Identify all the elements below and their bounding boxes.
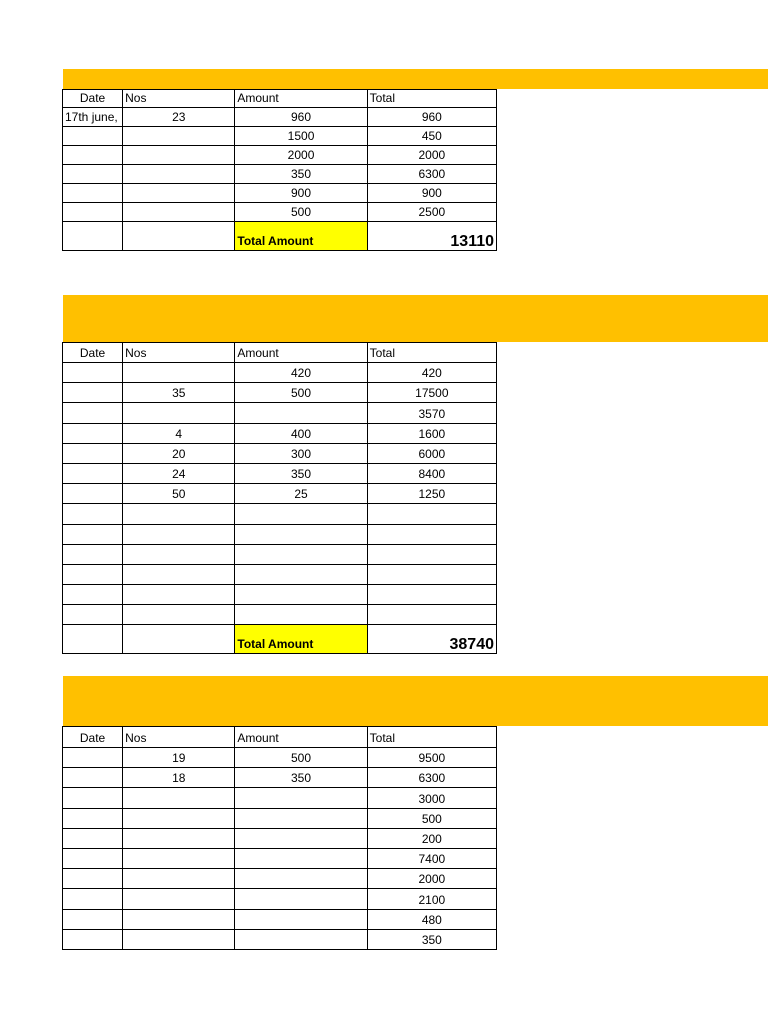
cell-nos[interactable] bbox=[123, 848, 235, 868]
cell-nos[interactable]: 18 bbox=[123, 768, 235, 788]
cell-nos[interactable] bbox=[123, 524, 235, 544]
cell-date[interactable] bbox=[63, 625, 123, 654]
cell-nos[interactable]: 50 bbox=[123, 484, 235, 504]
cell-total[interactable]: 200 bbox=[367, 828, 496, 848]
column-header-amount[interactable]: Amount bbox=[235, 90, 367, 108]
column-header-date[interactable]: Date bbox=[63, 727, 123, 748]
cell-amount[interactable] bbox=[235, 403, 367, 423]
cell-total[interactable]: 1600 bbox=[367, 423, 496, 443]
column-header-total[interactable]: Total bbox=[367, 727, 496, 748]
table-row bbox=[63, 808, 497, 828]
column-header-date[interactable]: Date bbox=[63, 90, 123, 108]
cell-nos[interactable]: 4 bbox=[123, 423, 235, 443]
header-row bbox=[63, 90, 497, 108]
cell-amount[interactable]: 900 bbox=[235, 184, 367, 203]
cell-total[interactable]: 17500 bbox=[367, 383, 496, 403]
table-row bbox=[63, 203, 497, 222]
table-row bbox=[63, 504, 497, 524]
cell-total[interactable]: 2500 bbox=[367, 203, 496, 222]
table-row bbox=[63, 929, 497, 949]
cell-amount[interactable] bbox=[235, 909, 367, 929]
cell-amount[interactable]: 350 bbox=[235, 463, 367, 483]
cell-amount[interactable]: 350 bbox=[235, 165, 367, 184]
expense-table-3 bbox=[62, 726, 497, 950]
cell-total[interactable]: 7400 bbox=[367, 848, 496, 868]
cell-date[interactable] bbox=[63, 203, 123, 222]
table-row bbox=[63, 108, 497, 127]
cell-amount[interactable] bbox=[235, 585, 367, 605]
column-header-total[interactable]: Total bbox=[367, 343, 496, 363]
table-row bbox=[63, 585, 497, 605]
cell-amount[interactable]: 500 bbox=[235, 748, 367, 768]
cell-amount[interactable] bbox=[235, 848, 367, 868]
cell-amount[interactable]: 500 bbox=[235, 203, 367, 222]
total-amount-label[interactable]: Total Amount bbox=[235, 222, 367, 251]
table-row bbox=[63, 768, 497, 788]
cell-date[interactable] bbox=[63, 363, 123, 383]
cell-total[interactable]: 9500 bbox=[367, 748, 496, 768]
cell-amount[interactable]: 960 bbox=[235, 108, 367, 127]
cell-total[interactable] bbox=[367, 564, 496, 584]
cell-amount[interactable]: 2000 bbox=[235, 146, 367, 165]
cell-total[interactable]: 8400 bbox=[367, 463, 496, 483]
column-header-total[interactable]: Total bbox=[367, 90, 496, 108]
cell-total[interactable]: 900 bbox=[367, 184, 496, 203]
cell-date[interactable] bbox=[63, 443, 123, 463]
column-header-nos[interactable]: Nos bbox=[123, 727, 235, 748]
cell-amount[interactable] bbox=[235, 605, 367, 625]
table-row bbox=[63, 383, 497, 403]
table-row bbox=[63, 748, 497, 768]
cell-date[interactable] bbox=[63, 504, 123, 524]
cell-nos[interactable] bbox=[123, 605, 235, 625]
table-row bbox=[63, 605, 497, 625]
cell-date[interactable] bbox=[63, 564, 123, 584]
cell-nos[interactable] bbox=[123, 165, 235, 184]
cell-amount[interactable] bbox=[235, 524, 367, 544]
cell-amount[interactable]: 1500 bbox=[235, 127, 367, 146]
table-row bbox=[63, 788, 497, 808]
table-row bbox=[63, 544, 497, 564]
cell-nos[interactable] bbox=[123, 869, 235, 889]
column-header-amount[interactable]: Amount bbox=[235, 727, 367, 748]
total-row bbox=[63, 625, 497, 654]
cell-nos[interactable] bbox=[123, 222, 235, 251]
header-row bbox=[63, 727, 497, 748]
table-row bbox=[63, 127, 497, 146]
cell-total[interactable]: 350 bbox=[367, 929, 496, 949]
table-row bbox=[63, 564, 497, 584]
cell-nos[interactable] bbox=[123, 625, 235, 654]
cell-nos[interactable] bbox=[123, 909, 235, 929]
table-row bbox=[63, 889, 497, 909]
cell-nos[interactable]: 35 bbox=[123, 383, 235, 403]
cell-nos[interactable] bbox=[123, 889, 235, 909]
cell-amount[interactable] bbox=[235, 929, 367, 949]
cell-total[interactable] bbox=[367, 524, 496, 544]
cell-amount[interactable] bbox=[235, 504, 367, 524]
grand-total-value[interactable]: 38740 bbox=[367, 625, 496, 654]
table-row bbox=[63, 403, 497, 423]
cell-total[interactable]: 420 bbox=[367, 363, 496, 383]
table-row bbox=[63, 146, 497, 165]
cell-date[interactable] bbox=[63, 748, 123, 768]
table-row bbox=[63, 869, 497, 889]
cell-total[interactable]: 3570 bbox=[367, 403, 496, 423]
header-row bbox=[63, 343, 497, 363]
cell-nos[interactable] bbox=[123, 564, 235, 584]
cell-nos[interactable] bbox=[123, 184, 235, 203]
cell-total[interactable]: 2000 bbox=[367, 869, 496, 889]
total-amount-label[interactable]: Total Amount bbox=[235, 625, 367, 654]
cell-amount[interactable] bbox=[235, 869, 367, 889]
grand-total-value[interactable]: 13110 bbox=[367, 222, 496, 251]
cell-date[interactable] bbox=[63, 127, 123, 146]
cell-nos[interactable] bbox=[123, 808, 235, 828]
section-3-header-band bbox=[63, 676, 768, 726]
cell-date[interactable] bbox=[63, 869, 123, 889]
cell-nos[interactable] bbox=[123, 585, 235, 605]
cell-date[interactable] bbox=[63, 585, 123, 605]
cell-nos[interactable]: 24 bbox=[123, 463, 235, 483]
table-row bbox=[63, 484, 497, 504]
cell-nos[interactable] bbox=[123, 929, 235, 949]
cell-amount[interactable] bbox=[235, 544, 367, 564]
table-row bbox=[63, 463, 497, 483]
table-row bbox=[63, 848, 497, 868]
cell-total[interactable]: 480 bbox=[367, 909, 496, 929]
cell-total[interactable]: 1250 bbox=[367, 484, 496, 504]
cell-amount[interactable]: 500 bbox=[235, 383, 367, 403]
cell-total[interactable]: 3000 bbox=[367, 788, 496, 808]
cell-date[interactable] bbox=[63, 146, 123, 165]
cell-total[interactable]: 960 bbox=[367, 108, 496, 127]
column-header-nos[interactable]: Nos bbox=[123, 90, 235, 108]
cell-amount[interactable]: 300 bbox=[235, 443, 367, 463]
cell-date[interactable] bbox=[63, 423, 123, 443]
cell-nos[interactable] bbox=[123, 146, 235, 165]
cell-total[interactable] bbox=[367, 544, 496, 564]
cell-nos[interactable]: 19 bbox=[123, 748, 235, 768]
cell-date[interactable] bbox=[63, 383, 123, 403]
cell-amount[interactable] bbox=[235, 889, 367, 909]
section-2-header-band bbox=[63, 295, 768, 342]
table-row bbox=[63, 524, 497, 544]
column-header-nos[interactable]: Nos bbox=[123, 343, 235, 363]
cell-date[interactable] bbox=[63, 605, 123, 625]
cell-nos[interactable] bbox=[123, 363, 235, 383]
cell-total[interactable] bbox=[367, 504, 496, 524]
cell-total[interactable] bbox=[367, 585, 496, 605]
cell-date[interactable] bbox=[63, 165, 123, 184]
cell-nos[interactable] bbox=[123, 203, 235, 222]
column-header-amount[interactable]: Amount bbox=[235, 343, 367, 363]
cell-date[interactable] bbox=[63, 463, 123, 483]
cell-total[interactable]: 6000 bbox=[367, 443, 496, 463]
table-row bbox=[63, 828, 497, 848]
cell-amount[interactable]: 420 bbox=[235, 363, 367, 383]
cell-amount[interactable] bbox=[235, 788, 367, 808]
total-row bbox=[63, 222, 497, 251]
cell-date[interactable] bbox=[63, 889, 123, 909]
cell-date[interactable] bbox=[63, 484, 123, 504]
cell-date[interactable] bbox=[63, 909, 123, 929]
cell-date[interactable] bbox=[63, 403, 123, 423]
table-row bbox=[63, 363, 497, 383]
cell-date[interactable] bbox=[63, 184, 123, 203]
table-row bbox=[63, 184, 497, 203]
cell-date[interactable]: 17th june, bbox=[63, 108, 123, 127]
table-row bbox=[63, 909, 497, 929]
cell-date[interactable] bbox=[63, 828, 123, 848]
cell-nos[interactable] bbox=[123, 504, 235, 524]
cell-date[interactable] bbox=[63, 222, 123, 251]
cell-date[interactable] bbox=[63, 848, 123, 868]
cell-total[interactable]: 6300 bbox=[367, 768, 496, 788]
cell-date[interactable] bbox=[63, 768, 123, 788]
cell-total[interactable]: 450 bbox=[367, 127, 496, 146]
cell-nos[interactable] bbox=[123, 403, 235, 423]
cell-nos[interactable] bbox=[123, 788, 235, 808]
cell-total[interactable]: 500 bbox=[367, 808, 496, 828]
cell-date[interactable] bbox=[63, 929, 123, 949]
cell-total[interactable]: 2000 bbox=[367, 146, 496, 165]
cell-nos[interactable] bbox=[123, 828, 235, 848]
cell-nos[interactable]: 20 bbox=[123, 443, 235, 463]
cell-date[interactable] bbox=[63, 524, 123, 544]
cell-nos[interactable]: 23 bbox=[123, 108, 235, 127]
cell-total[interactable]: 6300 bbox=[367, 165, 496, 184]
cell-nos[interactable] bbox=[123, 544, 235, 564]
cell-amount[interactable]: 350 bbox=[235, 768, 367, 788]
column-header-date[interactable]: Date bbox=[63, 343, 123, 363]
cell-nos[interactable] bbox=[123, 127, 235, 146]
table-row bbox=[63, 423, 497, 443]
cell-amount[interactable] bbox=[235, 564, 367, 584]
cell-date[interactable] bbox=[63, 544, 123, 564]
table-row bbox=[63, 165, 497, 184]
cell-amount[interactable] bbox=[235, 808, 367, 828]
cell-amount[interactable]: 25 bbox=[235, 484, 367, 504]
cell-total[interactable] bbox=[367, 605, 496, 625]
table-row bbox=[63, 443, 497, 463]
cell-date[interactable] bbox=[63, 808, 123, 828]
cell-amount[interactable] bbox=[235, 828, 367, 848]
cell-amount[interactable]: 400 bbox=[235, 423, 367, 443]
expense-table-2 bbox=[62, 342, 497, 654]
expense-table-1 bbox=[62, 89, 497, 251]
cell-total[interactable]: 2100 bbox=[367, 889, 496, 909]
section-1-header-band bbox=[63, 69, 768, 89]
cell-date[interactable] bbox=[63, 788, 123, 808]
